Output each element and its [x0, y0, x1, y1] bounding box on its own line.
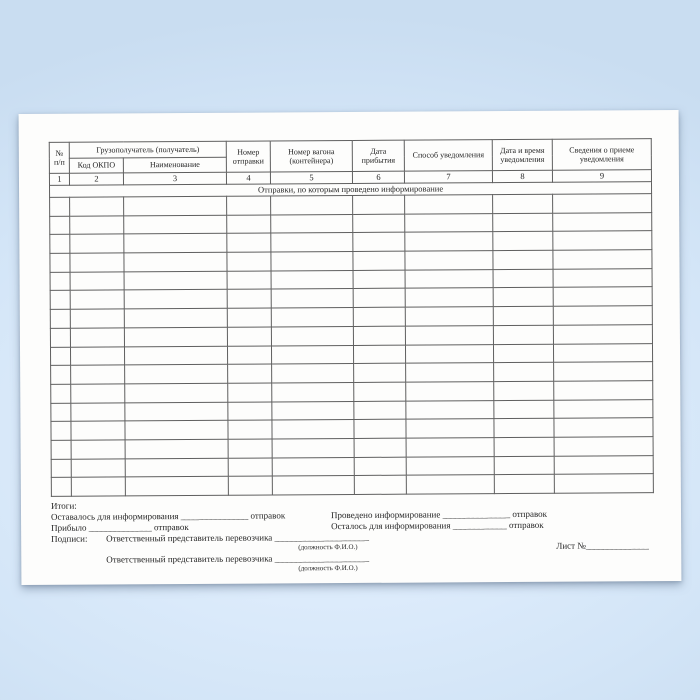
table-cell [493, 194, 553, 213]
table-cell [494, 437, 554, 456]
form-content [49, 138, 654, 576]
table-cell [51, 459, 71, 478]
table-cell [228, 364, 272, 383]
column-number: 6 [352, 171, 404, 183]
scanned-form-sheet [19, 110, 682, 585]
table-cell [271, 214, 353, 233]
table-cell [271, 345, 353, 364]
table-cell [494, 362, 554, 381]
header-row-1 [49, 139, 651, 159]
table-cell [124, 196, 227, 215]
table-cell [227, 196, 271, 215]
table-cell [554, 362, 653, 381]
table-cell [553, 194, 652, 213]
table-cell [405, 307, 493, 326]
table-cell [51, 421, 71, 440]
table-cell [272, 420, 354, 439]
table-cell [272, 438, 354, 457]
table-cell [271, 270, 353, 289]
table-cell [353, 233, 405, 252]
blank-field: _______________ [180, 510, 249, 522]
table-cell [271, 233, 353, 252]
section-band-label: Отправки, по которым проведено информирование [50, 182, 652, 198]
table-cell [228, 476, 272, 495]
table-cell [272, 476, 354, 495]
totals-right-1: Проведено информирование _______________ отправок [330, 508, 548, 521]
col-header-wagon-no: Номер вагона (контейнера) [270, 140, 352, 172]
col-header-okpo: Код ОКПО [69, 158, 123, 173]
table-cell [354, 438, 406, 457]
table-cell [406, 456, 494, 475]
table-cell [227, 215, 271, 234]
table-body [50, 194, 654, 497]
table-cell [70, 309, 124, 328]
signature-hint-1: (должность Ф.И.О.) [298, 542, 358, 552]
column-number: 8 [492, 170, 552, 182]
table-cell [227, 252, 271, 271]
sheet-number-blank: ______________ [585, 540, 649, 551]
table-cell [405, 325, 493, 344]
table-cell [124, 252, 227, 271]
table-cell [125, 364, 228, 383]
table-cell [271, 289, 353, 308]
column-number: 2 [69, 173, 123, 185]
table-cell [554, 474, 653, 493]
column-number: 3 [123, 172, 226, 185]
table-cell [70, 234, 124, 253]
table-cell [405, 213, 493, 232]
table-cell [124, 271, 227, 290]
signature-label: Ответственный представитель перевозчика [106, 532, 273, 544]
table-cell [125, 439, 228, 458]
table-cell [125, 402, 228, 421]
table-cell [70, 272, 124, 291]
totals-left-1: Оставалось для информирования _______________ отправок [50, 510, 286, 522]
table-cell [71, 365, 125, 384]
table-cell [494, 475, 554, 494]
table-cell [354, 475, 406, 494]
table-cell [354, 419, 406, 438]
table-cell [406, 400, 494, 419]
table-cell [494, 381, 554, 400]
table-cell [353, 214, 405, 233]
table-cell [228, 420, 272, 439]
form-table [49, 138, 654, 497]
table-cell [124, 215, 227, 234]
table-cell [51, 384, 71, 403]
table-cell [71, 402, 125, 421]
table-cell [354, 401, 406, 420]
table-cell [554, 455, 653, 474]
table-cell [51, 478, 71, 497]
table-cell [553, 231, 652, 250]
table-cell [124, 234, 227, 253]
table-cell [405, 288, 493, 307]
table-cell [51, 365, 71, 384]
table-cell [271, 252, 353, 271]
table-cell [50, 235, 70, 254]
signature-label: Ответственный представитель перевозчика [106, 553, 273, 565]
col-header-dispatch-no: Номер отправки [226, 141, 270, 172]
table-cell [554, 437, 653, 456]
table-cell [405, 344, 493, 363]
table-cell [71, 440, 125, 459]
column-number: 7 [404, 171, 492, 184]
table-cell [227, 327, 271, 346]
column-number: 4 [226, 172, 270, 184]
column-number: 9 [552, 170, 651, 183]
table-cell [554, 418, 653, 437]
form-footer [51, 497, 653, 576]
table-cell [354, 382, 406, 401]
table-cell [50, 309, 70, 328]
table-cell [553, 287, 652, 306]
table-cell [71, 477, 125, 496]
table-cell [125, 383, 228, 402]
table-cell [271, 195, 353, 214]
signature-blank: _____________________ [274, 531, 370, 543]
table-cell [50, 347, 70, 366]
table-cell [406, 381, 494, 400]
table-cell [70, 253, 124, 272]
table-cell [354, 363, 406, 382]
table-cell [227, 233, 271, 252]
table-cell [493, 288, 553, 307]
table-cell [227, 308, 271, 327]
table-cell [493, 306, 553, 325]
table-cell [493, 250, 553, 269]
table-cell [50, 328, 70, 347]
table-cell [228, 402, 272, 421]
table-cell [554, 381, 653, 400]
column-number: 1 [49, 173, 69, 185]
table-cell [353, 326, 405, 345]
column-number: 5 [270, 171, 352, 184]
totals-left-2: Прибыло ______________ отправок [51, 521, 189, 533]
table-cell [553, 343, 652, 362]
blank-field: ____________ [452, 520, 507, 531]
table-cell [354, 457, 406, 476]
table-cell [125, 420, 228, 439]
signature-hint-2: (должность Ф.И.О.) [298, 563, 358, 573]
table-cell [405, 232, 493, 251]
table-cell [553, 306, 652, 325]
table-cell [405, 195, 493, 214]
table-row [51, 474, 653, 496]
col-header-notify-method: Способ уведомления [404, 140, 492, 172]
table-cell [70, 216, 124, 235]
table-cell [406, 419, 494, 438]
table-cell [493, 344, 553, 363]
signatures-title: Подписи: [51, 533, 88, 544]
table-cell [554, 399, 653, 418]
blank-field: ______________ [88, 522, 152, 533]
table-cell [493, 325, 553, 344]
table-cell [50, 216, 70, 235]
col-header-arrival-date: Дата прибытия [352, 140, 404, 171]
table-cell [493, 213, 553, 232]
table-cell [272, 457, 354, 476]
col-header-notify-receipt: Сведения о приеме уведомления [552, 139, 651, 171]
table-cell [228, 439, 272, 458]
col-header-notify-datetime: Дата и время уведомления [492, 139, 552, 170]
table-cell [553, 324, 652, 343]
table-cell [70, 328, 124, 347]
table-cell [227, 289, 271, 308]
table-cell [51, 403, 71, 422]
table-cell [271, 326, 353, 345]
table-cell [353, 307, 405, 326]
table-cell [70, 197, 124, 216]
table-cell [493, 232, 553, 251]
table-cell [405, 251, 493, 270]
table-cell [228, 458, 272, 477]
table-cell [228, 383, 272, 402]
table-cell [124, 290, 227, 309]
table-cell [124, 327, 227, 346]
table-cell [353, 251, 405, 270]
table-cell [70, 290, 124, 309]
table-cell [353, 270, 405, 289]
table-cell [50, 197, 70, 216]
table-cell [272, 364, 354, 383]
table-cell [125, 458, 228, 477]
table-cell [70, 346, 124, 365]
table-cell [125, 477, 228, 496]
table-cell [493, 269, 553, 288]
table-cell [405, 269, 493, 288]
table-cell [353, 195, 405, 214]
table-cell [553, 212, 652, 231]
table-cell [406, 438, 494, 457]
sheet-number: Лист №______________ [556, 540, 649, 551]
table-cell [494, 419, 554, 438]
table-cell [553, 268, 652, 287]
table-cell [227, 345, 271, 364]
table-cell [71, 459, 125, 478]
totals-right-2: Осталось для информирования ____________ отправок [331, 519, 544, 532]
table-cell [124, 308, 227, 327]
table-cell [272, 401, 354, 420]
col-header-no: № п/п [49, 142, 69, 173]
table-cell [553, 250, 652, 269]
table-cell [227, 271, 271, 290]
table-cell [494, 456, 554, 475]
table-cell [50, 291, 70, 310]
table-cell [272, 382, 354, 401]
table-cell [50, 253, 70, 272]
signature-blank: _____________________ [274, 552, 370, 564]
table-cell [494, 400, 554, 419]
table-cell [406, 363, 494, 382]
table-cell [353, 289, 405, 308]
table-cell [406, 475, 494, 494]
table-cell [71, 421, 125, 440]
totals-title: Итоги: [50, 500, 77, 511]
table-cell [50, 272, 70, 291]
col-header-consignee-group: Грузополучатель (получатель) [69, 141, 226, 158]
blank-field: _______________ [442, 509, 511, 520]
table-cell [51, 440, 71, 459]
table-cell [271, 308, 353, 327]
table-cell [353, 345, 405, 364]
col-header-name: Наименование [123, 157, 226, 173]
table-cell [124, 346, 227, 365]
table-cell [71, 384, 125, 403]
